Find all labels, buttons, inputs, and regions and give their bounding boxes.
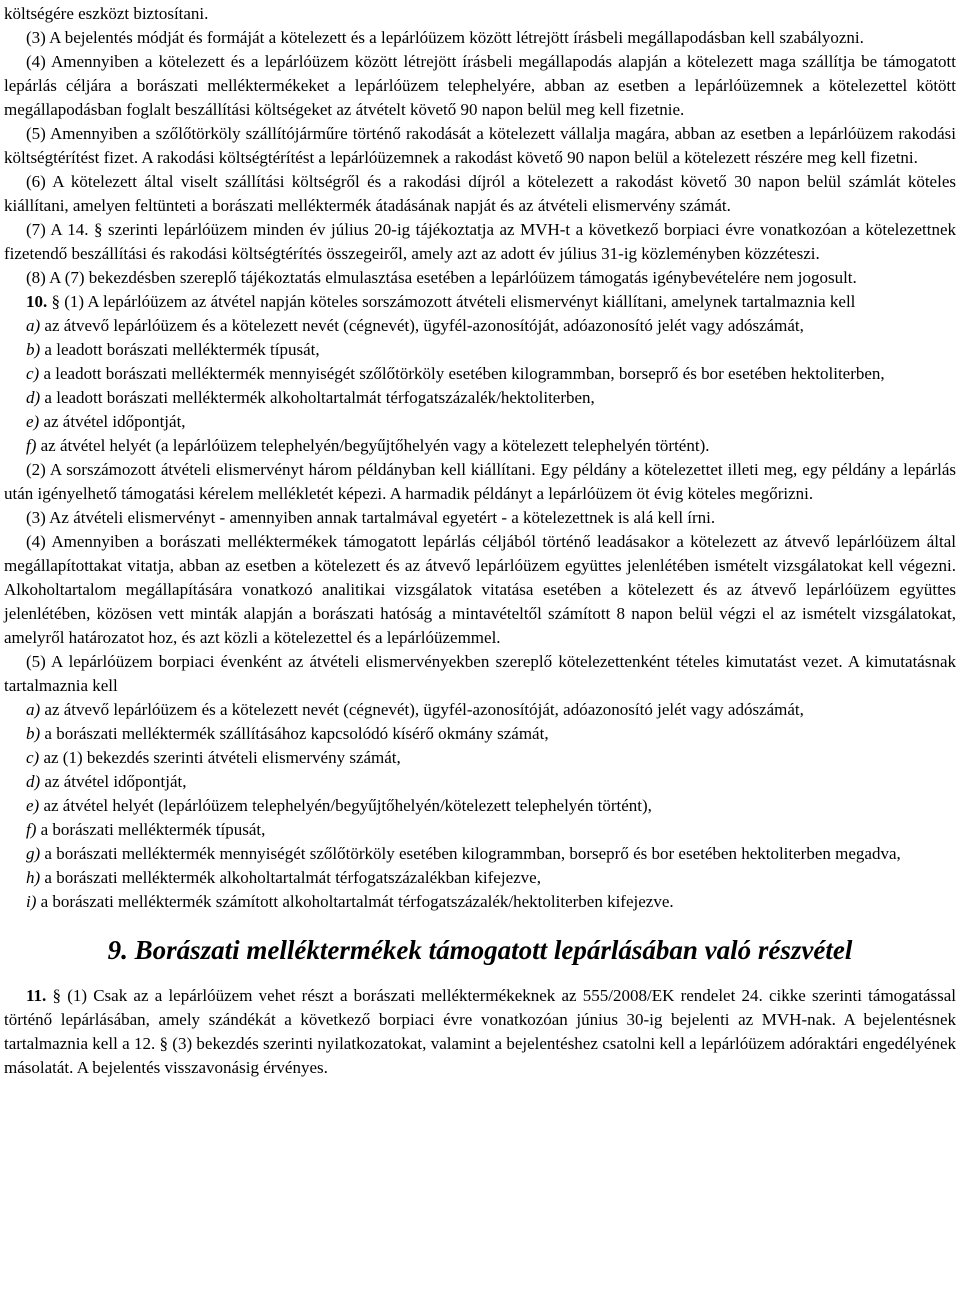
paragraph-9-7: (7) A 14. § szerinti lepárlóüzem minden év július 20-ig tájékoztatja az MVH-t a következő borpiaci évre vonatkozóan a kötelezettnek fizetendő beszállítási és rakodási költségtérítés összegeiről, amely azt az adott év július 31-ig közleményben közzéteszi. [4, 220, 956, 263]
list2-item-h [4, 866, 956, 890]
list-item-text: a borászati melléktermék mennyiségét szőlőtörköly esetében kilogrammban, borseprő és bor esetében hektoliterben megadva, [40, 844, 901, 863]
list-item-text: a borászati melléktermék típusát, [36, 820, 266, 839]
list-item-text: az átvétel időpontját, [40, 772, 187, 791]
list2-item-i [4, 890, 956, 914]
list-item-text: a leadott borászati melléktermék mennyiségét szőlőtörköly esetében kilogrammban, borseprő és bor esetében hektoliterben, [39, 364, 885, 383]
list2-item-g [4, 842, 956, 866]
section-10-paragraph-3: (3) Az átvételi elismervényt - amennyiben annak tartalmával egyetért - a kötelezettnek is alá kell írni. [26, 508, 716, 527]
list-item-text: a leadott borászati melléktermék alkoholtartalmát térfogatszázalék/hektoliterben, [40, 388, 595, 407]
list2-item-b [4, 722, 956, 746]
section-10-paragraph-5: (5) A lepárlóüzem borpiaci évenként az átvételi elismervényekben szereplő kötelezettenként tételes kimutatást vezet. A kimutatásnak tartalmaznia kell [4, 652, 956, 695]
list-letter: g) [26, 844, 41, 863]
list-letter: c) [26, 748, 40, 767]
list-letter: h) [26, 868, 41, 887]
list2-item-e [4, 794, 956, 818]
list-item-text: a borászati melléktermék alkoholtartalmát térfogatszázalékban kifejezve, [40, 868, 541, 887]
list-letter: a) [26, 316, 41, 335]
list-letter: i) [26, 892, 37, 911]
list1-item-e [4, 410, 956, 434]
section-10-number: 10. [26, 292, 48, 311]
chapter-heading: 9. Borászati melléktermékek támogatott lepárlásában való részvétel [107, 935, 853, 965]
list-item-text: a leadott borászati melléktermék típusát, [40, 340, 320, 359]
list-item-text: az átvevő lepárlóüzem és a kötelezett nevét (cégnevét), ügyfél-azonosítóját, adóazonosító jelét vagy adószámát, [40, 316, 804, 335]
list-letter: b) [26, 724, 41, 743]
list-item-text: a borászati melléktermék számított alkoholtartalmát térfogatszázalék/hektoliterben kifejezve. [36, 892, 674, 911]
list-letter: b) [26, 340, 41, 359]
list2-item-a [4, 698, 956, 722]
list-letter: d) [26, 772, 41, 791]
section-11-number: 11. [26, 986, 47, 1005]
paragraph-9-8: (8) A (7) bekezdésben szereplő tájékoztatás elmulasztása esetében a lepárlóüzem támogatás igénybevételére nem jogosult. [26, 268, 857, 287]
list-letter: e) [26, 796, 40, 815]
list-letter: a) [26, 700, 41, 719]
list-item-text: az átvétel időpontját, [39, 412, 186, 431]
list1-item-c [4, 362, 956, 386]
list-item-text: az átvevő lepárlóüzem és a kötelezett nevét (cégnevét), ügyfél-azonosítóját, adóazonosító jelét vagy adószámát, [40, 700, 804, 719]
list-letter: d) [26, 388, 41, 407]
section-10-paragraph-1 [4, 290, 956, 314]
list-letter: f) [26, 820, 37, 839]
list-item-text: a borászati melléktermék szállításához kapcsolódó kísérő okmány számát, [40, 724, 549, 743]
list-letter: e) [26, 412, 40, 431]
paragraph-9-3: (3) A bejelentés módját és formáját a kötelezett és a lepárlóüzem között létrejött írásbeli megállapodásban kell szabályozni. [26, 28, 864, 47]
section-10-paragraph-2: (2) A sorszámozott átvételi elismervényt három példányban kell kiállítani. Egy példány a kötelezettet illeti meg, egy példány a lepárlás után igényelhető támogatási kérelem mellékletét képezi. A harmadik példányt a lepárlóüzem öt évig köteles megőrizni. [4, 460, 956, 503]
list1-item-b [4, 338, 956, 362]
paragraph-continuation: költségére eszközt biztosítani. [4, 4, 209, 23]
section-10-paragraph-1-text: § (1) A lepárlóüzem az átvétel napján köteles sorszámozott átvételi elismervényt kiállítani, amelynek tartalmaznia kell [47, 292, 856, 311]
section-11-paragraph-1 [4, 984, 956, 1080]
list1-item-f [4, 434, 956, 458]
list1-item-d [4, 386, 956, 410]
paragraph-9-5: (5) Amennyiben a szőlőtörköly szállítójárműre történő rakodását a kötelezett vállalja magára, abban az esetben a lepárlóüzem rakodási költségtérítést fizet. A rakodási költségtérítést a lepárlóüzemnek a rakodást követő 90 napon belül a kötelezett részére meg kell fizetni. [4, 124, 956, 167]
list1-item-a [4, 314, 956, 338]
list-letter: f) [26, 436, 37, 455]
list-item-text: az (1) bekezdés szerinti átvételi elismervény számát, [39, 748, 401, 767]
list-item-text: az átvétel helyét (a lepárlóüzem telephelyén/begyűjtőhelyén vagy a kötelezett telephelyén történt). [36, 436, 710, 455]
list-item-text: az átvétel helyét (lepárlóüzem telephelyén/begyűjtőhelyén/kötelezett telephelyén történt), [39, 796, 652, 815]
list2-item-c [4, 746, 956, 770]
section-11-paragraph-1-text: § (1) Csak az a lepárlóüzem vehet részt a borászati melléktermékeknek az 555/2008/EK rendelet 24. cikke szerinti támogatással történő lepárlásában, amely szándékát a következő borpiaci évre vonatkozóan június 30-ig bejelenti az MVH-nak. A bejelentésnek tartalmaznia kell a 12. § (3) bekezdés szerinti nyilatkozatokat, valamint a bejelentéshez csatolni kell a lepárlóüzem adóraktári engedélyének másolatát. A bejelentés visszavonásig érvényes. [4, 986, 956, 1077]
list2-item-d [4, 770, 956, 794]
section-10-paragraph-4: (4) Amennyiben a borászati melléktermékek támogatott lepárlás céljából történő leadásakor a kötelezett az átvevő lepárlóüzem által megállapítottakat vitatja, abban az esetben a kötelezett és az átvevő lepárlóüzem együttes jelenlétében ismételt vizsgálatokat kell végezni. Alkoholtartalom megállapítására vonatkozó analitikai vizsgálatok vitatása esetében a kötelezett és az átvevő lepárlóüzem együttes jelenlétében, közösen vett minták alapján a borászati hatóság a mintavételtől számított 8 napon belül végzi el az ismételt vizsgálatokat, amelyről határozatot hoz, és azt közli a kötelezettel és a lepárlóüzemmel. [4, 532, 956, 647]
paragraph-9-6: (6) A kötelezett által viselt szállítási költségről és a rakodási díjról a kötelezett a rakodást követő 30 napon belül számlát köteles kiállítani, amelyen feltünteti a borászati melléktermék átadásának napját és az átvételi elismervény számát. [4, 172, 956, 215]
list-letter: c) [26, 364, 40, 383]
paragraph-9-4: (4) Amennyiben a kötelezett és a lepárlóüzem között létrejött írásbeli megállapodás alapján a kötelezett maga szállítja be támogatott lepárlás céljára a borászati melléktermékeket a lepárlóüzem telephelyére, abban az esetben a lepárlóüzemnek a kötelezettel kötött megállapodásban foglalt beszállítási költségeket az átvételt követő 90 napon belül meg kell fizetnie. [4, 52, 956, 119]
list2-item-f [4, 818, 956, 842]
